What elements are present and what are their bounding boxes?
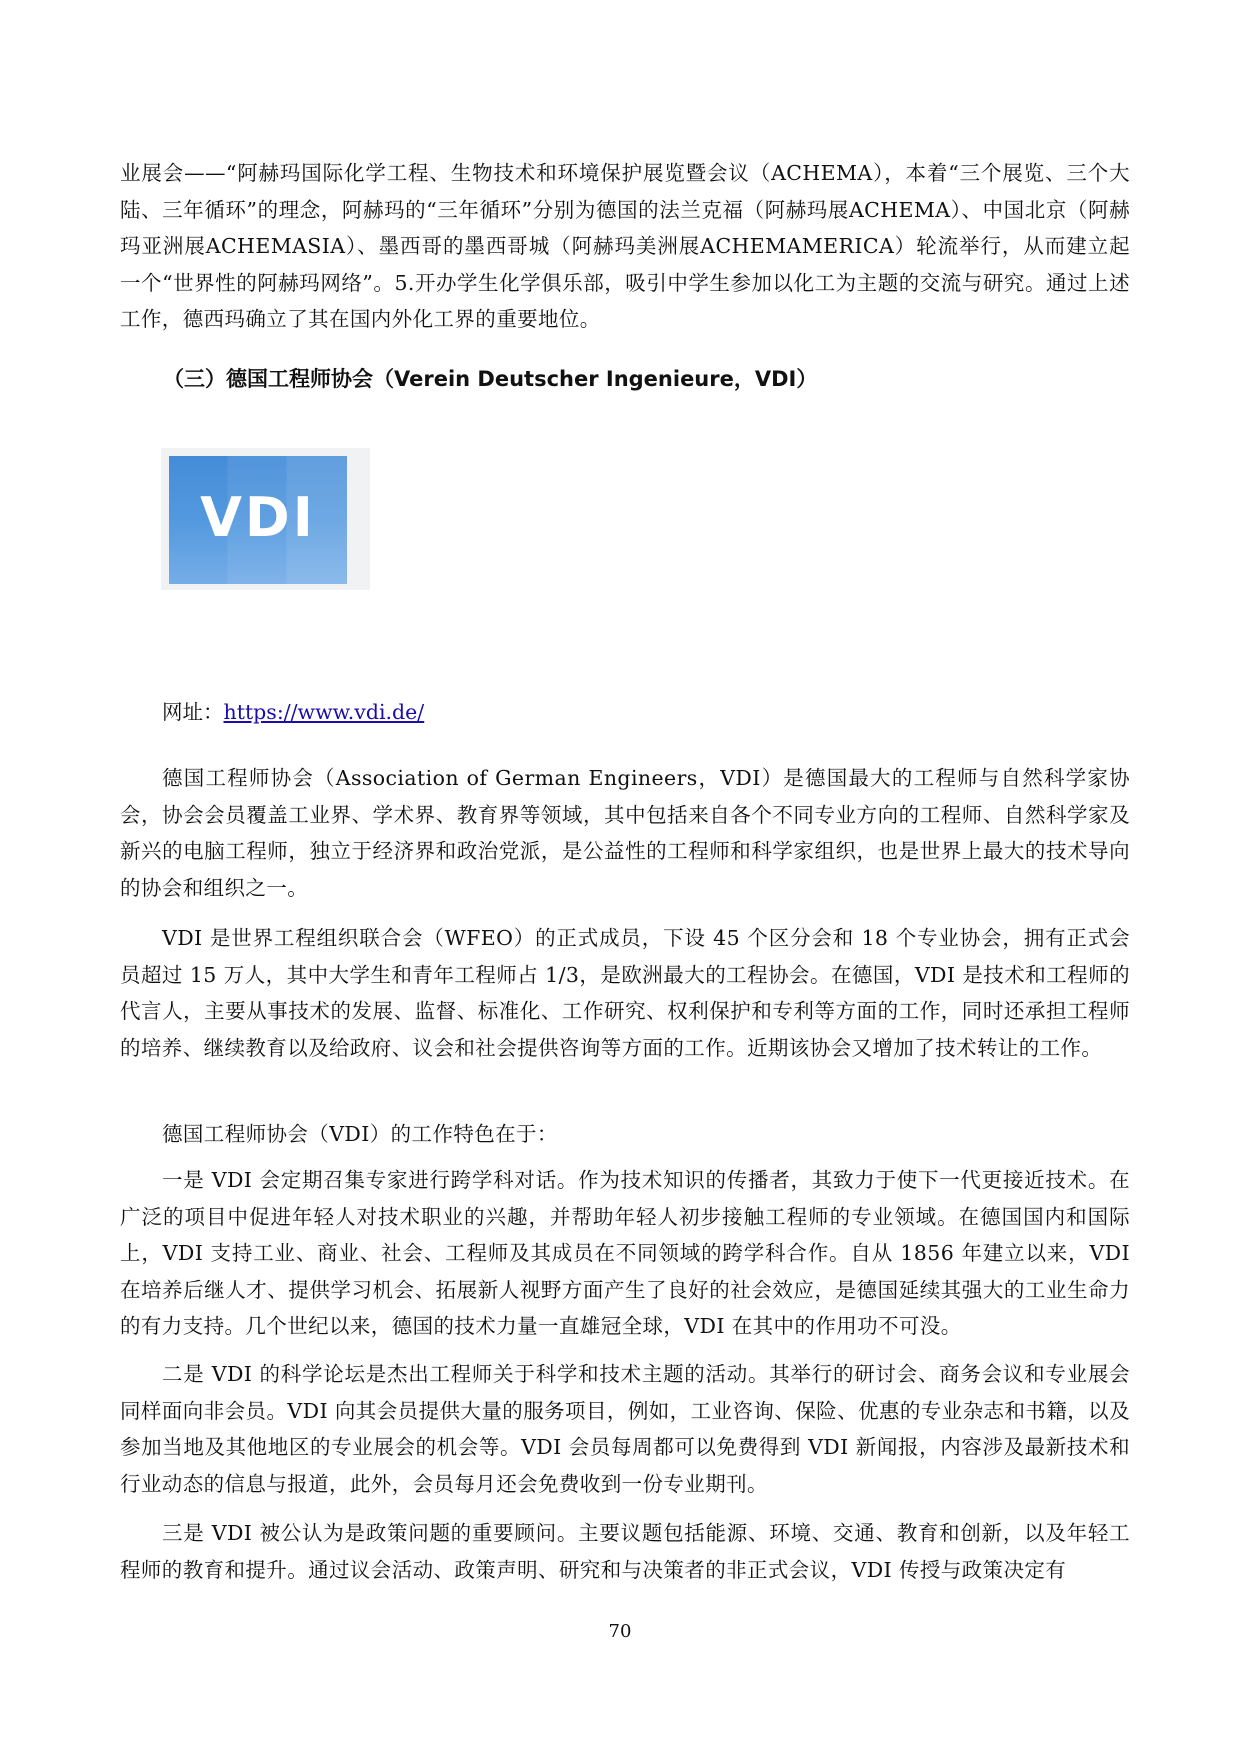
url-label: 网址：	[162, 700, 224, 724]
vdi-logo-tile	[169, 456, 347, 584]
vdi-website-link[interactable]: https://www.vdi.de/	[223, 700, 425, 724]
top-paragraph: 业展会——“阿赫玛国际化学工程、生物技术和环境保护展览暨会议（ACHEMA），本着“三个展览、三个大陆、三年循环”的理念，阿赫玛的“三年循环”分别为德国的法兰克福（阿赫玛展ACHEMA）、中国北京（阿赫玛亚洲展ACHEMASIA）、墨西哥的墨西哥城（阿赫玛美洲展ACHEMAMERICA）轮流举行，从而建立起一个“世界性的阿赫玛网络”。5.开办学生化学俱乐部，吸引中学生参加以化工为主题的交流与研究。通过上述工作，德西玛确立了其在国内外化工界的重要地位。	[120, 161, 1130, 331]
paragraph-feature-one: 一是 VDI 会定期召集专家进行跨学科对话。作为技术知识的传播者，其致力于使下一代更接近技术。在广泛的项目中促进年轻人对技术职业的兴趣，并帮助年轻人初步接触工程师的专业领域。在德国国内和国际上，VDI 支持工业、商业、社会、工程师及其成员在不同领域的跨学科合作。自从 1856 年建立以来，VDI 在培养后继人才、提供学习机会、拓展新人视野方面产生了良好的社会效应，是德国延续其强大的工业生命力的有力支持。几个世纪以来，德国的技术力量一直雄冠全球，VDI 在其中的作用功不可没。	[120, 1168, 1130, 1338]
paragraph-feature-three: 三是 VDI 被公认为是政策问题的重要顾问。主要议题包括能源、环境、交通、教育和创新，以及年轻工程师的教育和提升。通过议会活动、政策声明、研究和与决策者的非正式会议，VDI 传授与政策决定有	[120, 1521, 1130, 1582]
paragraph-intro: 德国工程师协会（Association of German Engineers，VDI）是德国最大的工程师与自然科学家协会，协会会员覆盖工业界、学术界、教育界等领域，其中包括来自各个不同专业方向的工程师、自然科学家及新兴的电脑工程师，独立于经济界和政治党派，是公益性的工程师和科学家组织，也是世界上最大的技术导向的协会和组织之一。	[120, 766, 1130, 900]
section-heading: （三）德国工程师协会（Verein Deutscher Ingenieure，VDI）	[163, 367, 818, 391]
paragraph-membership: VDI 是世界工程组织联合会（WFEO）的正式成员，下设 45 个区分会和 18 个专业协会，拥有正式会员超过 15 万人，其中大学生和青年工程师占 1/3，是欧洲最大的工程协会。在德国，VDI 是技术和工程师的代言人，主要从事技术的发展、监督、标准化、工作研究、权利保护和专利等方面的工作，同时还承担工程师的培养、继续教育以及给政府、议会和社会提供咨询等方面的工作。近期该协会又增加了技术转让的工作。	[120, 926, 1130, 1060]
page-number: 70	[608, 1621, 632, 1642]
vdi-logo	[161, 448, 370, 590]
url-line	[162, 694, 424, 730]
paragraph-features-lead: 德国工程师协会（VDI）的工作特色在于：	[162, 1122, 558, 1146]
paragraph-feature-two: 二是 VDI 的科学论坛是杰出工程师关于科学和技术主题的活动。其举行的研讨会、商务会议和专业展会同样面向非会员。VDI 向其会员提供大量的服务项目，例如，工业咨询、保险、优惠的专业杂志和书籍，以及参加当地及其他地区的专业展会的机会等。VDI 会员每周都可以免费得到 VDI 新闻报，内容涉及最新技术和行业动态的信息与报道，此外，会员每月还会免费收到一份专业期刊。	[120, 1362, 1130, 1496]
vdi-logo-text: VDI	[200, 486, 316, 549]
